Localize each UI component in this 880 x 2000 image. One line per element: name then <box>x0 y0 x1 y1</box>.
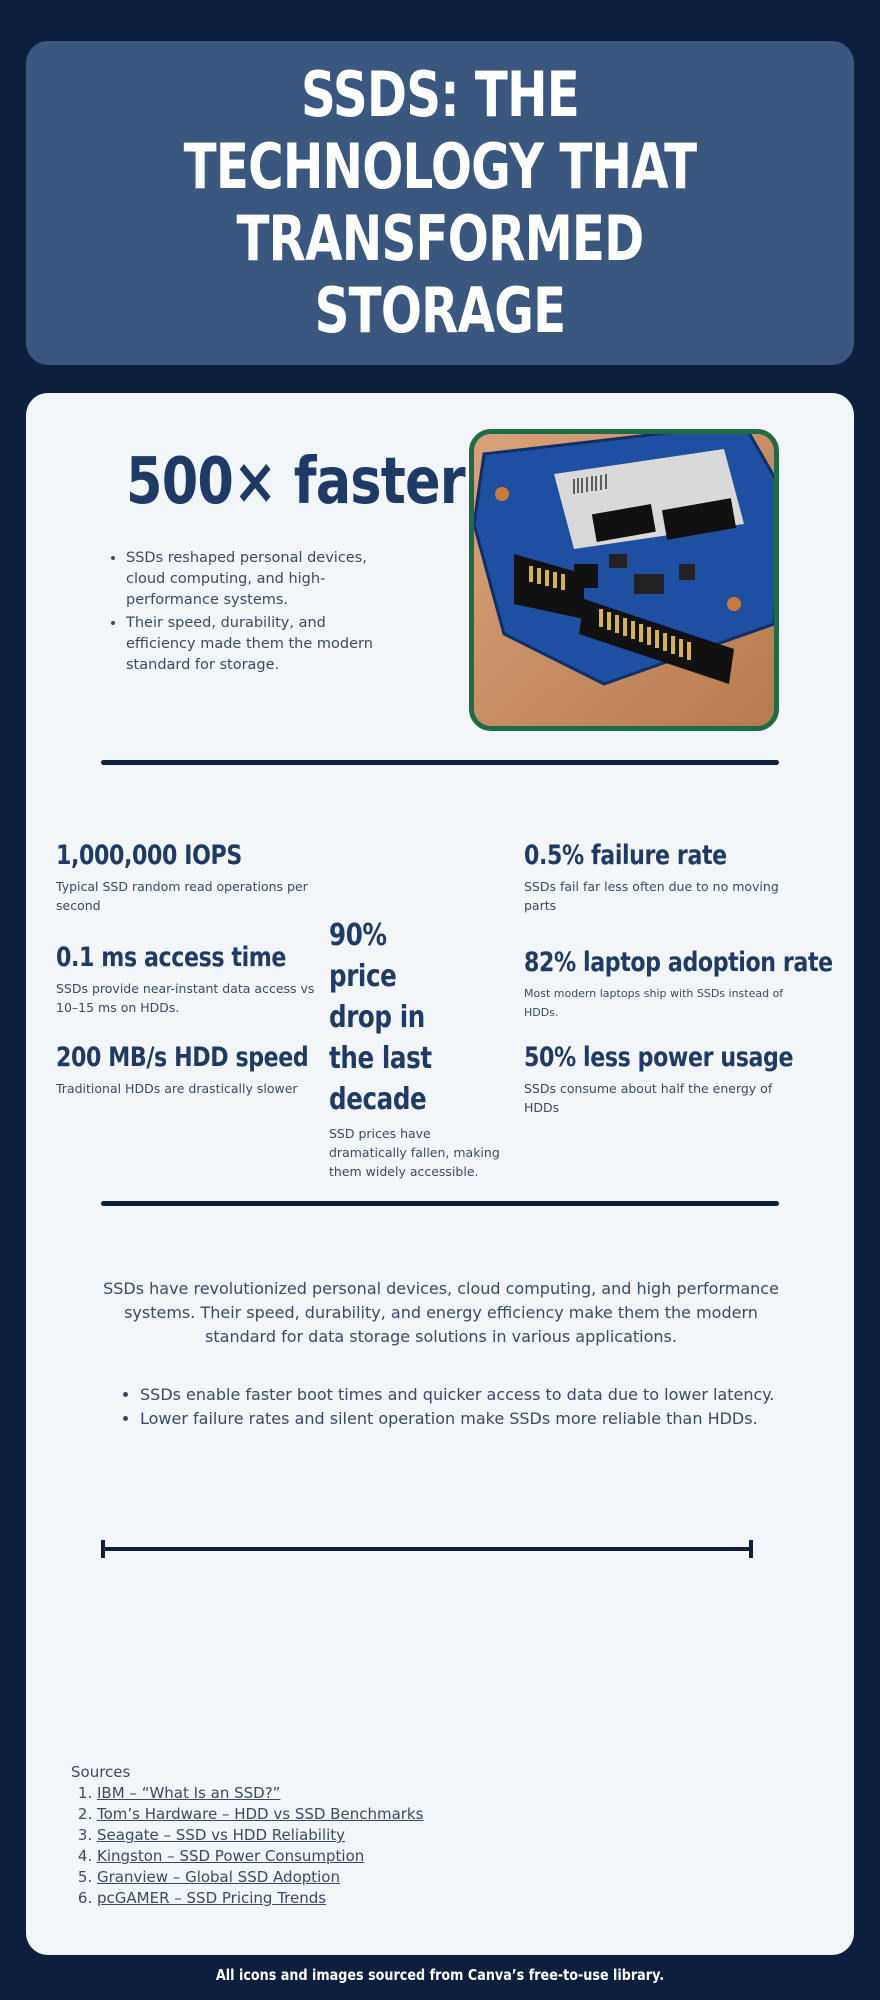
stat-hdd-speed <box>56 1041 364 1098</box>
stat-failure-rate <box>524 839 784 915</box>
sources-section <box>71 1762 423 1909</box>
source-item <box>97 1804 423 1825</box>
source-link[interactable]: Kingston – SSD Power Consumption <box>97 1847 365 1865</box>
section-divider <box>101 760 779 765</box>
summary-paragraph: SSDs have revolutionized personal devices, cloud computing, and high performance systems. Their speed, durability, and energy efficiency make them the modern standard for data storage solutions in various applications. <box>103 1279 779 1346</box>
stat-laptop-adoption <box>524 946 880 1022</box>
source-link[interactable]: Seagate – SSD vs HDD Reliability <box>97 1826 346 1844</box>
source-link[interactable]: IBM – “What Is an SSD?” <box>97 1784 281 1802</box>
source-link[interactable]: Granview – Global SSD Adoption <box>97 1868 340 1886</box>
ssd-photo <box>469 429 779 731</box>
sources-list <box>71 1783 423 1909</box>
source-link[interactable]: Tom’s Hardware – HDD vs SSD Benchmarks <box>97 1805 424 1823</box>
summary-bullet: • Lower failure rates and silent operation make SSDs more reliable than HDDs. <box>140 1407 775 1431</box>
stat-description: SSDs consume about half the energy of HDDs <box>524 1081 773 1115</box>
source-item <box>97 1783 423 1804</box>
stat-title: 200 MB/s HDD speed <box>56 1042 309 1073</box>
stat-title: 50% less power usage <box>524 1042 794 1073</box>
sources-heading: Sources <box>71 1763 131 1781</box>
stat-title: 0.5% failure rate <box>524 840 727 871</box>
content-card <box>26 393 854 1955</box>
source-item <box>97 1846 423 1867</box>
section-divider <box>101 1201 779 1206</box>
stat-title: 82% laptop adoption rate <box>524 947 833 978</box>
stat-iops <box>56 839 316 915</box>
stat-price-drop <box>329 915 504 1181</box>
stat-description: SSDs fail far less often due to no moving parts <box>524 879 779 913</box>
stat-description: SSDs provide near-instant data access vs 10–15 ms on HDDs. <box>56 981 315 1015</box>
stat-description: Traditional HDDs are drastically slower <box>56 1081 298 1096</box>
headline-stat: 500× faster <box>126 445 465 519</box>
bracket-divider <box>101 1547 753 1551</box>
stat-title: 0.1 ms access time <box>56 942 287 973</box>
intro-bullets <box>106 548 396 678</box>
stat-title: 90% price drop in the last decade <box>329 918 432 1117</box>
stat-description: Typical SSD random read operations per second <box>56 879 308 913</box>
source-item <box>97 1867 423 1888</box>
stat-access-time <box>56 941 337 1017</box>
page-title: SSDS: THE TECHNOLOGY THAT TRANSFORMED STORAGE <box>183 58 697 347</box>
intro-bullet: • SSDs reshaped personal devices, cloud computing, and high-performance systems. <box>126 548 396 611</box>
stat-description: SSD prices have dramatically fallen, making them widely accessible. <box>329 1126 500 1179</box>
summary-bullet: • SSDs enable faster boot times and quicker access to data due to lower latency. <box>140 1383 775 1407</box>
footer-credit: All icons and images sourced from Canva’s free-to-use library. <box>215 1966 665 1984</box>
intro-bullet: • Their speed, durability, and efficiency made them the modern standard for storage. <box>126 613 396 676</box>
source-link[interactable]: pcGAMER – SSD Pricing Trends <box>97 1889 327 1907</box>
source-item <box>97 1888 423 1909</box>
stat-power-usage <box>524 1041 852 1117</box>
stat-description: Most modern laptops ship with SSDs instead of HDDs. <box>524 987 784 1019</box>
stat-title: 1,000,000 IOPS <box>56 840 242 871</box>
ssd-circuit-board-image <box>474 434 774 726</box>
summary-bullets <box>116 1383 775 1431</box>
hero-banner <box>26 41 854 365</box>
source-item <box>97 1825 423 1846</box>
